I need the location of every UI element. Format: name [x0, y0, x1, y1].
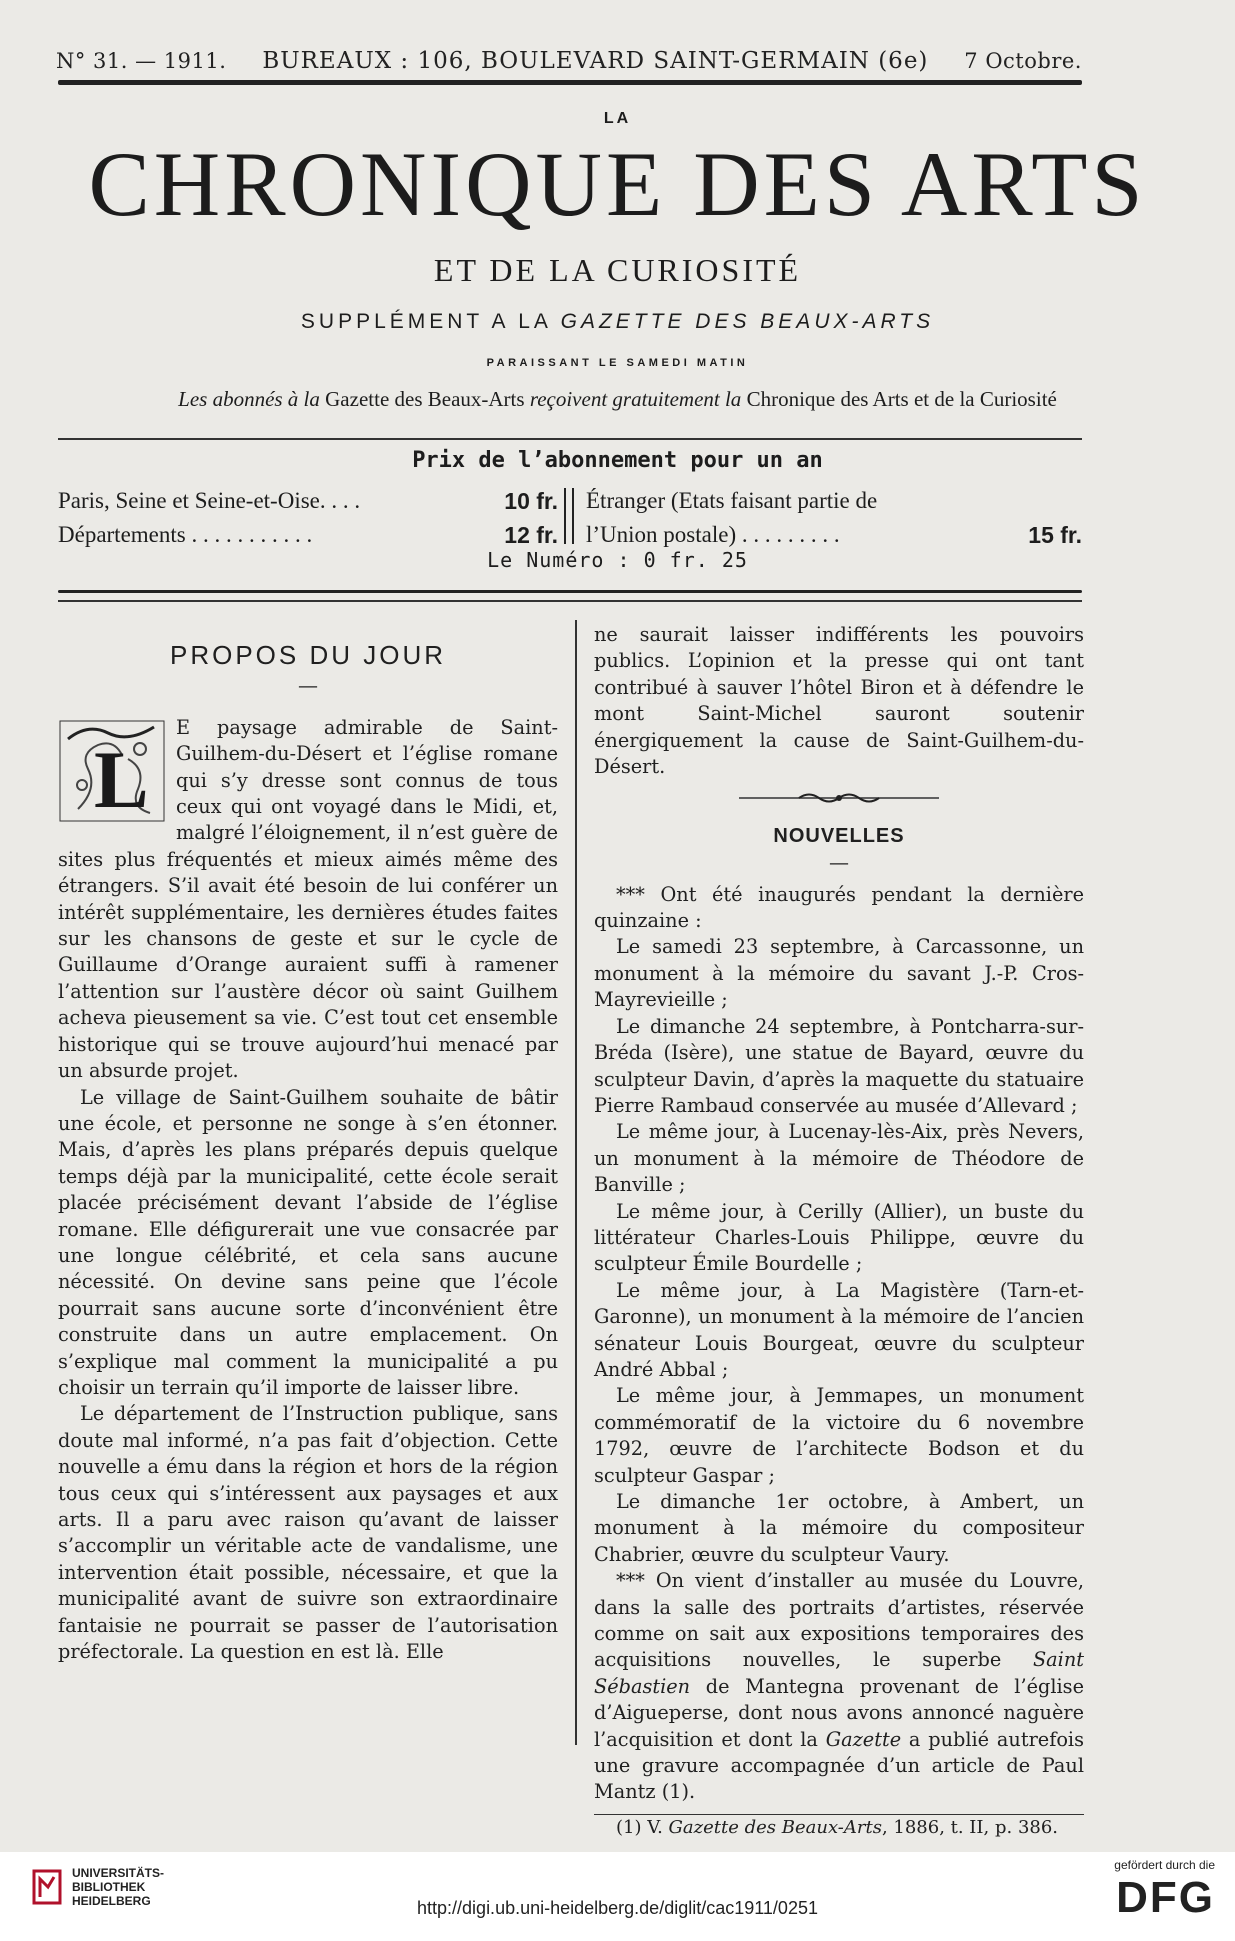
news-item: Le même jour, à Jemmapes, un monument commémoratif de la victoire du 6 novembre 1792, œuvre de l’architecte Bodson et du sculpteur Gaspar ; [594, 1384, 1084, 1487]
footnote-text: , 1886, t. II, p. 386. [881, 1816, 1059, 1838]
propos-dash: — [298, 673, 318, 698]
propos-title: PROPOS DU JOUR [169, 640, 447, 670]
dfg-mark: DFG [1116, 1873, 1215, 1922]
masthead-title: CHRONIQUE DES ARTS [88, 133, 1147, 235]
ornament-divider [594, 786, 1084, 812]
note-part-1: Les abonnés à la [178, 387, 320, 411]
masthead-note [0, 387, 1235, 412]
column-separator [575, 620, 577, 1745]
dfg-logo[interactable] [1114, 1858, 1215, 1920]
issue-date: 7 Octobre. [964, 49, 1082, 73]
issue-number: N° 31. — 1911. [56, 49, 227, 73]
journal-title: Gazette [825, 1727, 902, 1751]
price-row [586, 518, 1082, 552]
subscription-foreign [586, 484, 1082, 552]
ornament-divider-icon [739, 791, 939, 805]
news-item: Le même jour, à Cerilly (Allier), un buste du littérateur Charles-Louis Philippe, œuvre du sculpteur Émile Bourdelle ; [594, 1199, 1084, 1276]
left-column [58, 622, 558, 1665]
price-label: Paris, Seine et Seine-et-Oise. . . . [58, 488, 361, 513]
single-issue-price: Le Numéro : 0 fr. 25 [487, 548, 748, 572]
subscription-title: Prix de l’abonnement pour un an [412, 448, 823, 473]
issue-header [56, 48, 1082, 74]
news-text: a publié autrefois une gravure accompagnée d’un article de Paul Mantz (1). [594, 1727, 1084, 1804]
footnote-text: (1) V. [616, 1816, 669, 1838]
note-part-2: Gazette des Beaux-Arts [319, 387, 530, 411]
price-row [58, 484, 558, 518]
paragraph: Le département de l’Instruction publique, sans doute mal informé, n’a pas fait d’objection. Cette nouvelle a ému dans la région et hors de la région tous ceux qui s’intéressent aux paysages et aux arts. Il a paru avec raison qu’avant de laisser s’accomplir un véritable acte de vandalisme, une intervention était possible, nécessaire, et que la municipalité avant de suivre son extraordinaire fantaisie ne pourrait se passer de l’autorisation préfectorale. La question en est là. Elle [58, 1402, 558, 1664]
subscription-divider [564, 488, 574, 544]
uni-line: UNIVERSITÄTS- [72, 1866, 165, 1880]
nouvelles-dash: — [829, 850, 849, 875]
price-value: 12 fr. [504, 522, 558, 548]
uni-line: BIBLIOTHEK [72, 1880, 146, 1894]
masthead-parution: PARAISSANT LE SAMEDI MATIN [486, 357, 749, 369]
masthead-supplement [0, 310, 1235, 334]
news-text: de Mantegna provenant de l’église d’Aigueperse, dont nous avons annoncé naguère l’acquisition et dont la [594, 1674, 1084, 1751]
note-part-4: Chronique des Arts et de la Curiosité [741, 387, 1057, 411]
price-value: 15 fr. [1028, 522, 1082, 548]
news-item: Le dimanche 24 septembre, à Pontcharra-sur-Bréda (Isère), une statue de Bayard, œuvre du sculpteur Davin, d’après la maquette du statuaire Pierre Rambaud conservée au musée d’Allevard ; [594, 1014, 1084, 1117]
price-value: 10 fr. [504, 488, 558, 514]
masthead-subtitle: ET DE LA CURIOSITÉ [433, 252, 802, 288]
price-row [58, 518, 558, 552]
body-top-rule-1 [58, 590, 1082, 593]
dropcap-letter: L [94, 733, 149, 823]
subscription-top-rule [58, 438, 1082, 440]
masthead-la: LA [603, 110, 632, 127]
footnote-journal: Gazette des Beaux-Arts [668, 1816, 882, 1838]
paragraph: ne saurait laisser indifférents les pouvoirs publics. L’opinion et la presse qui ont tant contribué à sauver l’hôtel Biron et à défendre le mont Saint-Michel sauront soutenir énergiquement la cause de Saint-Guilhem-du-Désert. [594, 623, 1084, 779]
subscription-domestic [58, 484, 558, 552]
funded-by: gefördert durch die [1114, 1858, 1215, 1872]
nouvelles-title: NOUVELLES [773, 824, 905, 847]
price-label: l’Union postale) . . . . . . . . . [586, 522, 840, 547]
news-item: Le samedi 23 septembre, à Carcassonne, un monument à la mémoire du savant J.-P. Cros-Mayrevieille ; [594, 935, 1084, 1012]
paragraph: Le village de Saint-Guilhem souhaite de bâtir une école, et personne ne songe à s’en étonner. Mais, d’après les plans préparés depuis quelque temps déjà par la municipalité, cette école serait placée précisément devant l’abside de l’église romane. Elle défigurerait une vue consacrée par une longue célébrité, et cela sans aucune nécessité. On devine sans peine que l’école pourrait sans aucune sorte d’inconvénient être construite dans un autre emplacement. On s’explique mal comment la municipalité a pu choisir un terrain qu’il importe de laisser libre. [58, 1085, 558, 1399]
bureaux-address: BUREAUX : 106, BOULEVARD SAINT-GERMAIN (6e) [262, 48, 929, 74]
ornamental-initial-icon [58, 719, 166, 823]
supplement-prefix: SUPPLÉMENT A LA [300, 310, 561, 333]
news-item: Le dimanche 1er octobre, à Ambert, un monument à la mémoire du compositeur Chabrier, œuvre du sculpteur Vaury. [594, 1490, 1084, 1566]
paragraph [58, 715, 558, 1085]
price-label: Départements . . . . . . . . . . . [58, 522, 313, 547]
news-item: Le même jour, à La Magistère (Tarn-et-Garonne), un monument à la mémoire de l’ancien sénateur Louis Bourgeat, œuvre du sculpteur André Abbal ; [594, 1278, 1084, 1381]
supplement-journal: GAZETTE DES BEAUX-ARTS [560, 310, 935, 333]
foreign-label-line1: Étranger (Etats faisant partie de [586, 488, 878, 513]
artwork-title: Saint Sébastien [594, 1648, 1084, 1698]
header-rule [58, 80, 1082, 85]
note-part-3: reçoivent gratuitement la [529, 387, 742, 411]
digitization-footer [0, 1852, 1235, 1941]
right-column [594, 622, 1084, 1841]
uni-line: HEIDELBERG [72, 1894, 151, 1908]
footnote [594, 1815, 1084, 1841]
news-item: Le même jour, à Lucenay-lès-Aix, près Nevers, un monument à la mémoire de Théodore de Banville ; [594, 1120, 1084, 1197]
body-top-rule-2 [58, 600, 1082, 602]
news-text: *** On vient d’installer au musée du Louvre, dans la salle des portraits d’artistes, réservée comme on sait aux expositions temporaires des acquisitions nouvelles, le superbe [594, 1569, 1084, 1672]
news-item [594, 1568, 1084, 1806]
source-url-link[interactable]: http://digi.ub.uni-heidelberg.de/diglit/cac1911/0251 [417, 1898, 818, 1918]
p1-text: E paysage admirable de Saint-Guilhem-du-Désert et l’église romane qui s’y dresse sont connus de tous ceux qui ont voyagé dans le Midi, et, malgré l’éloignement, il n’est guère de sites plus fréquentés et mieux aimés même des étrangers. S’il avait été besoin de lui conférer un intérêt supplémentaire, les dernières études faites sur les chansons de geste et sur le cycle de Guillaume d’Orange auraient suffi à ramener l’attention sur l’austère décor où saint Guilhem acheva pieusement sa vie. C’est tout cet ensemble historique qui se trouve aujourd’hui menacé par un absurde projet. [58, 715, 558, 1083]
news-item: *** Ont été inaugurés pendant la dernière quinzaine : [594, 882, 1084, 933]
